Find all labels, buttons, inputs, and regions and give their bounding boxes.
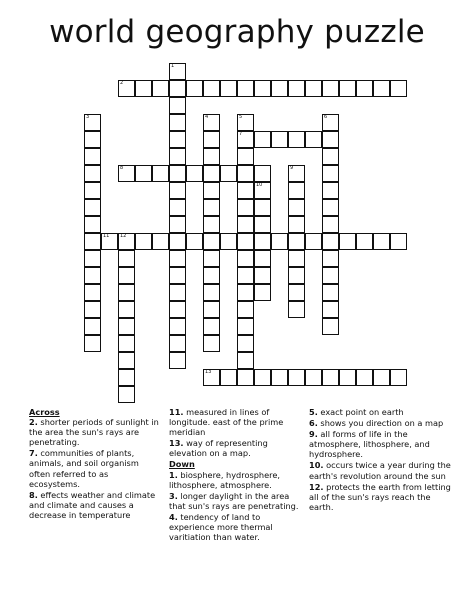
grid-cell[interactable] bbox=[84, 335, 101, 352]
grid-cell[interactable] bbox=[220, 369, 237, 386]
grid-cell[interactable] bbox=[339, 233, 356, 250]
grid-cell[interactable] bbox=[118, 386, 135, 403]
grid-cell[interactable] bbox=[322, 165, 339, 182]
clue-down-12 bbox=[309, 482, 451, 512]
grid-cell[interactable] bbox=[118, 80, 135, 97]
grid-cell[interactable] bbox=[118, 250, 135, 267]
grid-cell[interactable] bbox=[288, 165, 305, 182]
grid-cell[interactable] bbox=[118, 301, 135, 318]
grid-cell[interactable] bbox=[118, 284, 135, 301]
grid-cell[interactable] bbox=[322, 131, 339, 148]
grid-cell[interactable] bbox=[169, 216, 186, 233]
grid-cell[interactable] bbox=[288, 199, 305, 216]
grid-cell[interactable] bbox=[254, 182, 271, 199]
grid-cell[interactable] bbox=[220, 80, 237, 97]
grid-cell[interactable] bbox=[135, 165, 152, 182]
clue-text: exact point on earth bbox=[320, 407, 404, 417]
grid-cell[interactable] bbox=[118, 369, 135, 386]
grid-cell[interactable] bbox=[84, 250, 101, 267]
grid-cell[interactable] bbox=[271, 233, 288, 250]
grid-cell[interactable] bbox=[169, 97, 186, 114]
clue-text: biosphere, hydrosphere, lithosphere, atmosphere. bbox=[169, 469, 280, 490]
clue-number: 7. bbox=[29, 448, 38, 459]
grid-cell[interactable] bbox=[254, 233, 271, 250]
grid-cell[interactable] bbox=[237, 318, 254, 335]
cell-number: 10 bbox=[256, 182, 263, 188]
clue-number: 3. bbox=[169, 490, 178, 501]
clue-down-9 bbox=[309, 429, 451, 459]
grid-cell[interactable] bbox=[84, 301, 101, 318]
grid-cell[interactable] bbox=[203, 267, 220, 284]
grid-cell[interactable] bbox=[322, 80, 339, 97]
grid-cell[interactable] bbox=[237, 233, 254, 250]
grid-cell[interactable] bbox=[135, 233, 152, 250]
grid-cell[interactable] bbox=[118, 335, 135, 352]
grid-cell[interactable] bbox=[237, 250, 254, 267]
grid-cell[interactable] bbox=[288, 182, 305, 199]
grid-cell[interactable] bbox=[169, 301, 186, 318]
grid-cell[interactable] bbox=[203, 335, 220, 352]
cell-number: 12 bbox=[120, 233, 127, 239]
grid-cell[interactable] bbox=[288, 250, 305, 267]
grid-cell[interactable] bbox=[118, 165, 135, 182]
cell-number: 11 bbox=[103, 233, 110, 239]
clue-down-4 bbox=[169, 512, 299, 542]
grid-cell[interactable] bbox=[203, 284, 220, 301]
down-heading: Down bbox=[169, 459, 195, 470]
grid-cell[interactable] bbox=[237, 114, 254, 131]
grid-cell[interactable] bbox=[220, 233, 237, 250]
grid-cell[interactable] bbox=[271, 131, 288, 148]
across-heading: Across bbox=[29, 407, 60, 417]
grid-cell[interactable] bbox=[118, 233, 135, 250]
clue-across-11 bbox=[169, 407, 299, 437]
grid-cell[interactable] bbox=[254, 165, 271, 182]
cell-number: 1 bbox=[171, 63, 175, 69]
grid-cell[interactable] bbox=[169, 267, 186, 284]
grid-cell[interactable] bbox=[203, 182, 220, 199]
grid-cell[interactable] bbox=[169, 233, 186, 250]
grid-cell[interactable] bbox=[118, 267, 135, 284]
grid-cell[interactable] bbox=[169, 80, 186, 97]
cell-number: 9 bbox=[290, 165, 294, 171]
grid-cell[interactable] bbox=[237, 182, 254, 199]
clue-number: 4. bbox=[169, 511, 178, 522]
grid-cell[interactable] bbox=[322, 318, 339, 335]
grid-cell[interactable] bbox=[220, 165, 237, 182]
grid-cell[interactable] bbox=[322, 301, 339, 318]
grid-cell[interactable] bbox=[84, 131, 101, 148]
grid-cell[interactable] bbox=[237, 80, 254, 97]
clue-number: 1. bbox=[169, 469, 178, 480]
clue-text: occurs twice a year during the earth's revolution around the sun bbox=[309, 460, 451, 481]
grid-cell[interactable] bbox=[322, 114, 339, 131]
grid-cell[interactable] bbox=[237, 352, 254, 369]
grid-cell[interactable] bbox=[322, 148, 339, 165]
grid-cell[interactable] bbox=[169, 318, 186, 335]
grid-cell[interactable] bbox=[356, 233, 373, 250]
clue-down-3 bbox=[169, 491, 299, 511]
grid-cell[interactable] bbox=[169, 148, 186, 165]
grid-cell[interactable] bbox=[203, 148, 220, 165]
grid-cell[interactable] bbox=[169, 165, 186, 182]
clue-number: 6. bbox=[309, 418, 318, 429]
grid-cell[interactable] bbox=[254, 250, 271, 267]
grid-cell[interactable] bbox=[237, 216, 254, 233]
grid-cell[interactable] bbox=[84, 199, 101, 216]
grid-cell[interactable] bbox=[288, 267, 305, 284]
clue-down-6 bbox=[309, 418, 451, 428]
clue-text: longer daylight in the area that sun's rays are penetrating. bbox=[169, 490, 299, 511]
clue-number: 13. bbox=[169, 438, 184, 449]
grid-cell[interactable] bbox=[84, 233, 101, 250]
grid-cell[interactable] bbox=[305, 80, 322, 97]
grid-cell[interactable] bbox=[169, 284, 186, 301]
cell-number: 2 bbox=[120, 80, 124, 86]
clue-number: 10. bbox=[309, 460, 324, 471]
clue-text: way of representing elevation on a map. bbox=[169, 438, 268, 459]
grid-cell[interactable] bbox=[288, 301, 305, 318]
grid-cell[interactable] bbox=[169, 250, 186, 267]
clue-across-7 bbox=[29, 448, 159, 488]
grid-cell[interactable] bbox=[237, 335, 254, 352]
grid-cell[interactable] bbox=[152, 80, 169, 97]
grid-cell[interactable] bbox=[203, 114, 220, 131]
grid-cell[interactable] bbox=[186, 233, 203, 250]
clue-column-1 bbox=[29, 407, 159, 521]
grid-cell[interactable] bbox=[271, 80, 288, 97]
clue-down-5 bbox=[309, 407, 451, 417]
clue-text: all forms of life in the atmosphere, lithosphere, and hydrosphere. bbox=[309, 429, 430, 460]
grid-cell[interactable] bbox=[203, 165, 220, 182]
grid-cell[interactable] bbox=[237, 267, 254, 284]
grid-cell[interactable] bbox=[254, 131, 271, 148]
grid-cell[interactable] bbox=[118, 352, 135, 369]
grid-cell[interactable] bbox=[169, 199, 186, 216]
grid-cell[interactable] bbox=[288, 233, 305, 250]
cell-number: 8 bbox=[120, 165, 124, 171]
grid-cell[interactable] bbox=[152, 233, 169, 250]
clue-text: measured in lines of longitude. east of the prime meridian bbox=[169, 407, 284, 438]
puzzle-title: world geography puzzle bbox=[49, 14, 425, 50]
grid-cell[interactable] bbox=[84, 216, 101, 233]
grid-cell[interactable] bbox=[322, 267, 339, 284]
clue-across-2 bbox=[29, 417, 159, 447]
grid-cell[interactable] bbox=[322, 233, 339, 250]
grid-cell[interactable] bbox=[390, 369, 407, 386]
clue-text: shorter periods of sunlight in the area the sun's rays are penetrating. bbox=[29, 417, 159, 448]
grid-cell[interactable] bbox=[84, 114, 101, 131]
grid-cell[interactable] bbox=[356, 369, 373, 386]
clue-text: protects the earth from letting all of the sun's rays reach the earth. bbox=[309, 481, 451, 512]
grid-cell[interactable] bbox=[322, 250, 339, 267]
grid-cell[interactable] bbox=[84, 182, 101, 199]
clue-number: 8. bbox=[29, 489, 38, 500]
grid-cell[interactable] bbox=[169, 182, 186, 199]
grid-cell[interactable] bbox=[322, 284, 339, 301]
grid-cell[interactable] bbox=[135, 80, 152, 97]
grid-cell[interactable] bbox=[390, 233, 407, 250]
cell-number: 7 bbox=[239, 131, 243, 137]
grid-cell[interactable] bbox=[373, 233, 390, 250]
grid-cell[interactable] bbox=[288, 131, 305, 148]
cell-number: 5 bbox=[239, 114, 243, 120]
clue-number: 9. bbox=[309, 429, 318, 440]
grid-cell[interactable] bbox=[390, 80, 407, 97]
grid-cell[interactable] bbox=[254, 284, 271, 301]
grid-cell[interactable] bbox=[254, 80, 271, 97]
grid-cell[interactable] bbox=[152, 165, 169, 182]
grid-cell[interactable] bbox=[84, 165, 101, 182]
grid-cell[interactable] bbox=[237, 199, 254, 216]
clue-text: tendency of land to experience more thermal varitiation than water. bbox=[169, 511, 273, 543]
clue-down-1 bbox=[169, 470, 299, 490]
grid-cell[interactable] bbox=[254, 199, 271, 216]
clue-number: 11. bbox=[169, 407, 184, 417]
grid-cell[interactable] bbox=[254, 369, 271, 386]
grid-cell[interactable] bbox=[271, 369, 288, 386]
clue-text: shows you direction on a map bbox=[320, 418, 444, 429]
grid-cell[interactable] bbox=[322, 369, 339, 386]
grid-cell[interactable] bbox=[169, 335, 186, 352]
grid-cell[interactable] bbox=[288, 80, 305, 97]
grid-cell[interactable] bbox=[288, 216, 305, 233]
grid-cell[interactable] bbox=[203, 216, 220, 233]
grid-cell[interactable] bbox=[288, 369, 305, 386]
grid-cell[interactable] bbox=[203, 318, 220, 335]
grid-cell[interactable] bbox=[169, 114, 186, 131]
grid-cell[interactable] bbox=[84, 267, 101, 284]
grid-cell[interactable] bbox=[186, 165, 203, 182]
grid-cell[interactable] bbox=[237, 369, 254, 386]
grid-cell[interactable] bbox=[322, 199, 339, 216]
grid-cell[interactable] bbox=[373, 369, 390, 386]
clue-across-8 bbox=[29, 490, 159, 520]
grid-cell[interactable] bbox=[169, 63, 186, 80]
grid-cell[interactable] bbox=[203, 131, 220, 148]
cell-number: 4 bbox=[205, 114, 209, 120]
grid-cell[interactable] bbox=[84, 318, 101, 335]
cell-number: 13 bbox=[205, 369, 212, 375]
grid-cell[interactable] bbox=[237, 301, 254, 318]
clue-down-10 bbox=[309, 460, 451, 480]
cell-number: 6 bbox=[324, 114, 328, 120]
grid-cell[interactable] bbox=[203, 250, 220, 267]
grid-cell[interactable] bbox=[203, 80, 220, 97]
grid-cell[interactable] bbox=[84, 148, 101, 165]
grid-cell[interactable] bbox=[254, 267, 271, 284]
grid-cell[interactable] bbox=[322, 216, 339, 233]
clue-text: communities of plants, animals, and soil organism often referred to as ecosystems. bbox=[29, 448, 139, 489]
clue-column-3 bbox=[309, 407, 451, 513]
grid-cell[interactable] bbox=[84, 284, 101, 301]
grid-cell[interactable] bbox=[169, 352, 186, 369]
grid-cell[interactable] bbox=[118, 318, 135, 335]
grid-cell[interactable] bbox=[339, 369, 356, 386]
clue-number: 12. bbox=[309, 481, 324, 492]
grid-cell[interactable] bbox=[356, 80, 373, 97]
grid-cell[interactable] bbox=[101, 233, 118, 250]
grid-cell[interactable] bbox=[254, 216, 271, 233]
grid-cell[interactable] bbox=[203, 301, 220, 318]
clue-number: 2. bbox=[29, 417, 38, 428]
grid-cell[interactable] bbox=[237, 165, 254, 182]
grid-cell[interactable] bbox=[186, 80, 203, 97]
grid-cell[interactable] bbox=[237, 131, 254, 148]
grid-cell[interactable] bbox=[305, 369, 322, 386]
grid-cell[interactable] bbox=[305, 131, 322, 148]
grid-cell[interactable] bbox=[237, 148, 254, 165]
clue-across-13 bbox=[169, 438, 299, 458]
grid-cell[interactable] bbox=[339, 80, 356, 97]
clue-text: effects weather and climate and climate and causes a decrease in temperature bbox=[29, 489, 156, 520]
clue-column-2 bbox=[169, 407, 299, 543]
grid-cell[interactable] bbox=[203, 233, 220, 250]
grid-cell[interactable] bbox=[305, 233, 322, 250]
grid-cell[interactable] bbox=[288, 284, 305, 301]
grid-cell[interactable] bbox=[237, 284, 254, 301]
grid-cell[interactable] bbox=[322, 182, 339, 199]
grid-cell[interactable] bbox=[373, 80, 390, 97]
grid-cell[interactable] bbox=[203, 369, 220, 386]
grid-cell[interactable] bbox=[203, 199, 220, 216]
cell-number: 3 bbox=[86, 114, 90, 120]
clue-number: 5. bbox=[309, 407, 318, 417]
grid-cell[interactable] bbox=[169, 131, 186, 148]
